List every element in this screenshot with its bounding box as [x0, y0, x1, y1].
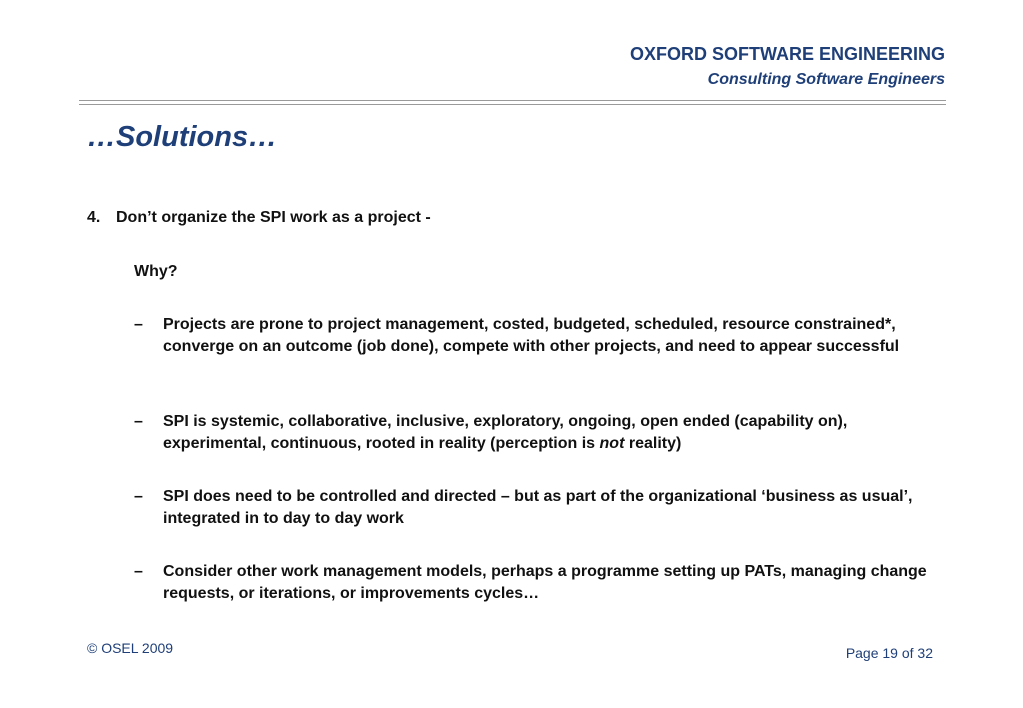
bullet-text: SPI does need to be controlled and directed – but as part of the organizational ‘business as usual’, integrated in to day to day work: [163, 488, 913, 527]
point-number: 4.: [87, 209, 101, 226]
bullet-item: [134, 486, 944, 530]
bullet-dash: –: [134, 413, 143, 430]
bullet-item: [134, 314, 944, 358]
bullet-dash: –: [134, 316, 143, 333]
why-heading: Why?: [134, 263, 178, 280]
bullet-text: Consider other work management models, perhaps a programme setting up PATs, managing change requests, or iterations, or improvements cycles…: [163, 563, 927, 602]
bullet-item: [134, 561, 944, 605]
bullet-item: [134, 411, 944, 455]
numbered-point: [87, 209, 431, 227]
company-tagline: Consulting Software Engineers: [707, 71, 945, 88]
page-number: Page 19 of 32: [845, 645, 933, 661]
slide-title: …Solutions…: [87, 121, 278, 153]
bullet-text: Projects are prone to project management, costed, budgeted, scheduled, resource constrained*, converge on an outcome (job done), compete with other projects, and need to appear successful: [163, 316, 900, 355]
bullet-text: [163, 411, 944, 455]
point-text: Don’t organize the SPI work as a project -: [116, 209, 431, 226]
copyright: © OSEL 2009: [87, 640, 174, 656]
header-divider-bottom: [79, 104, 946, 105]
bullet-text-post: reality): [624, 435, 682, 452]
company-name: OXFORD SOFTWARE ENGINEERING: [629, 44, 945, 64]
bullet-text-pre: SPI is systemic, collaborative, inclusive, exploratory, ongoing, open ended (capability on), experimental, continuous, rooted in reality (perception is: [163, 413, 848, 452]
header-divider-top: [79, 100, 946, 101]
bullet-text-emphasis: not: [599, 435, 625, 452]
bullet-dash: –: [134, 488, 143, 505]
bullet-dash: –: [134, 563, 143, 580]
